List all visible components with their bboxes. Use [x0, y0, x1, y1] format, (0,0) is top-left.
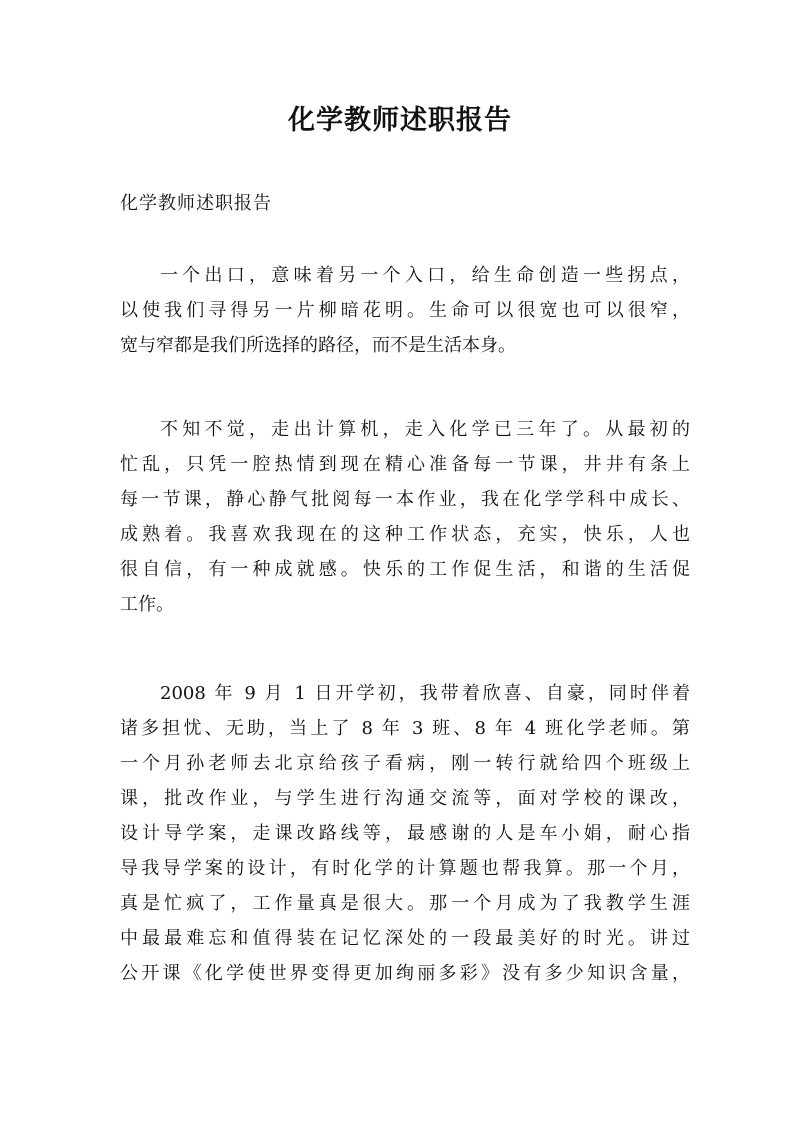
paragraph-line: 工作。 [120, 594, 174, 615]
paragraph-line: 每一节课，静心静气批阅每一本作业，我在化学学科中成长、 [120, 489, 690, 510]
paragraph-line: 一个月孙老师去北京给孩子看病，刚一转行就给四个班级上 [120, 753, 690, 774]
paragraph-line: 很自信，有一种成就感。快乐的工作促生活，和谐的生活促 [120, 559, 690, 580]
paragraph-line: 2008 年 9 月 1 日开学初，我带着欣喜、自豪，同时伴着 [160, 683, 690, 704]
paragraph-line: 以使我们寻得另一片柳暗花明。生命可以很宽也可以很窄， [120, 300, 690, 321]
paragraph-line: 公开课《化学使世界变得更加绚丽多彩》没有多少知识含量， [120, 963, 690, 984]
paragraph-line: 成熟着。我喜欢我现在的这种工作状态，充实，快乐，人也 [120, 524, 690, 545]
paragraph-line: 忙乱，只凭一腔热情到现在精心准备每一节课，井井有条上 [120, 454, 690, 475]
paragraph-line: 中最最难忘和值得装在记忆深处的一段最美好的时光。讲过 [120, 928, 690, 949]
paragraph-line: 设计导学案，走课改路线等，最感谢的人是车小娟，耐心指 [120, 823, 690, 844]
paragraph-line: 真是忙疯了，工作量真是很大。那一个月成为了我教学生涯 [120, 893, 690, 914]
document-subtitle: 化学教师述职报告 [120, 193, 272, 214]
paragraph-2 [120, 412, 690, 622]
paragraph-line: 课，批改作业，与学生进行沟通交流等，面对学校的课改， [120, 788, 690, 809]
paragraph-line: 不知不觉，走出计算机，走入化学已三年了。从最初的 [160, 419, 690, 440]
paragraph-1 [120, 258, 690, 363]
document-title: 化学教师述职报告 [288, 105, 512, 136]
paragraph-line: 一个出口，意味着另一个入口，给生命创造一些拐点， [160, 265, 690, 286]
paragraph-3 [120, 676, 690, 991]
paragraph-line: 诸多担忧、无助，当上了 8 年 3 班、8 年 4 班化学老师。第 [120, 718, 690, 739]
paragraph-line: 宽与窄都是我们所选择的路径，而不是生活本身。 [120, 335, 516, 356]
paragraph-line: 导我导学案的设计，有时化学的计算题也帮我算。那一个月， [120, 858, 690, 879]
